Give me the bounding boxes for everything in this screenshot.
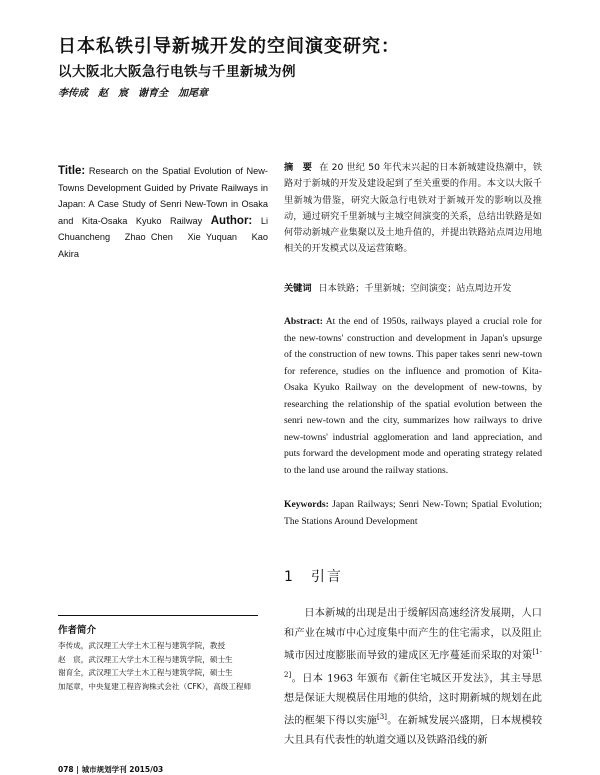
keywords-chinese-text: 日本铁路；千里新城；空间演变；站点周边开发 <box>318 283 512 294</box>
body-text-c: 。在新城发展兴盛期，日本规模较大且具有代表性的轨道交通以及铁路沿线的新 <box>284 715 543 747</box>
english-title-text: Research on the Spatial Evolution of New-Towns Development Guided by Private Railways in Japan: A Case Study of Senri New-Town in Osaka and Kita-Osaka Kyuko Railway <box>58 166 268 226</box>
abstract-english-label: Abstract: <box>284 316 323 327</box>
paper-subtitle: 以大阪北大阪急行电铁与千里新城为例 <box>58 64 296 80</box>
paper-authors: 李传成 赵 宸 谢育全 加尾章 <box>58 88 208 99</box>
keywords-chinese-label: 关键词 <box>284 283 312 294</box>
citation-ref: [3] <box>377 713 387 722</box>
keywords-english <box>284 497 542 530</box>
body-text-b: 。日本 1963 年颁布《新住宅城区开发法》，其主导思想是保证大规模居住用地的供给，这时期新城的规划在此法的框架下得以实施 <box>284 673 542 727</box>
author-bio-divider <box>58 615 258 616</box>
abstract-english <box>284 314 542 479</box>
english-author-text: Li Chuancheng Zhao Chen Xie Yuquan Kao Akira <box>58 215 268 259</box>
page-footer: 078 | 城市规划学刊 2015/03 <box>58 765 164 774</box>
abstract-chinese-label: 摘 要 <box>284 162 313 173</box>
keywords-chinese <box>284 280 542 294</box>
english-title-label: Title: <box>58 165 86 177</box>
author-bio-title: 作者简介 <box>58 625 97 636</box>
paper-title: 日本私铁引导新城开发的空间演变研究： <box>58 36 400 57</box>
citation-ref: [1-2] <box>284 648 542 679</box>
section-body-text <box>284 604 542 751</box>
author-bio-entry: 加尾章，中央复建工程咨询株式会社（CFK），高级工程师 <box>58 681 252 691</box>
body-text-a: 日本新城的出现是出于缓解因高速经济发展期，人口和产业在城市中心过度集中而产生的住宅需求，以及阻止城市因过度膨胀而导致的建成区无序蔓延而采取的对策 <box>284 608 542 662</box>
english-title-author-block <box>58 163 268 262</box>
author-bio-entry: 赵 宸，武汉理工大学土木工程与建筑学院，硕士生 <box>58 654 233 664</box>
author-bio-entry: 李传成，武汉理工大学土木工程与建筑学院，教授 <box>58 641 226 650</box>
keywords-english-label: Keywords: <box>284 499 329 510</box>
keywords-english-text: Japan Railways; Senri New-Town; Spatial Evolution; The Stations Around Development <box>284 499 542 527</box>
section-heading: 1 引言 <box>284 569 343 585</box>
abstract-chinese <box>284 160 542 258</box>
author-bio-list <box>58 639 270 693</box>
english-author-label: Author: <box>210 214 253 227</box>
author-bio-entry: 谢育全，武汉理工大学土木工程与建筑学院，硕士生 <box>58 668 233 677</box>
abstract-english-text: At the end of 1950s, railways played a crucial role for the new-towns' construction and development in Japan's upsurge of the construction of new towns. This paper takes senri new-town for reference, studies on the influence and promotion of Kita-Osaka Kyuko Railway on the development of new-towns, by researching the relationship of the spatial evolution between the senri new-town and the city, summarizes how railways to drive new-towns' industrial agglomeration and land appreciation, and puts forward the development mode and operating strategy related to the land use around the railway stations. <box>284 316 543 476</box>
abstract-chinese-text: 在 20 世纪 50 年代末兴起的日本新城建设热潮中，铁路对于新城的开发及建设起到了至关重要的作用。本文以大阪千里新城为借鉴，研究大阪急行电铁对于新城开发的影响以及推动，通过研究千里新城与主城空间演变的关系，总结出铁路是如何带动新城产业集聚以及土地升值的，并提出铁路站点周边用地相关的开发模式以及运营策略。 <box>284 162 543 255</box>
